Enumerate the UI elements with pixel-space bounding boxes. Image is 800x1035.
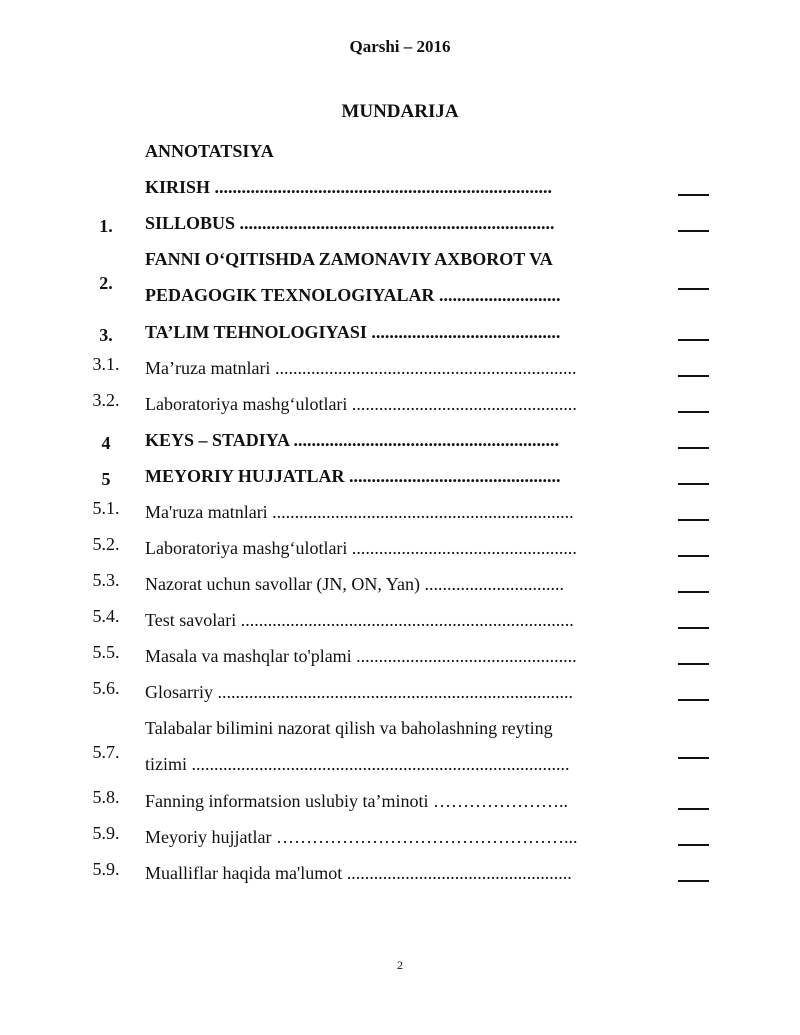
page-number-blank [678,411,709,413]
toc-entry-label: ANNOTATSIYA [145,141,274,161]
page-number-blank [678,808,709,810]
page-number-blank [678,844,709,846]
toc-title: MUNDARIJA [341,101,459,122]
toc-entry-label: Ma'ruza matnlari ................................................................... [145,502,574,522]
toc-entry-number: 5.3. [92,570,120,590]
toc-entry [0,204,800,240]
toc-entry-number: 5.7. [92,742,120,762]
toc-entry-number: 3.2. [92,390,120,410]
toc-entry [0,637,800,673]
page-number-blank [678,230,709,232]
toc-entry-label: TA’LIM TEHNOLOGIYASI .......................................... [145,322,561,342]
page-number: 2 [397,958,403,972]
page-number-blank [678,375,709,377]
toc-entry [0,601,800,637]
toc-entry [0,168,800,204]
page-number-blank [678,663,709,665]
toc-entry-label: Test savolari .......................................................................... [145,610,574,630]
toc-entry-label: Ma’ruza matnlari ................................................................... [145,358,577,378]
toc-entry [0,385,800,421]
toc-entry [0,673,800,709]
page-number-blank [678,627,709,629]
toc-entry-label [145,710,650,782]
page-number-blank [678,483,709,485]
toc-entry-number: 5.8. [92,787,120,807]
toc-entry-label-line2: tizimi .................................................................................... [145,754,570,774]
toc-entry-label: Laboratoriya mashg‘ulotlari .................................................. [145,394,577,414]
toc-entry-number: 5.1. [92,498,120,518]
toc-entry [0,313,800,349]
page-number-blank [678,880,709,882]
toc-entry-number: 5.5. [92,642,120,662]
toc-entry-label: MEYORIY HUJJATLAR ............................................... [145,466,561,486]
toc-entry-number: 5.6. [92,678,120,698]
toc-entry [0,457,800,493]
toc-entry-number: 4 [101,433,111,453]
table-of-contents [0,132,800,890]
toc-entry-number: 5.9. [92,823,120,843]
toc-entry [0,349,800,385]
toc-entry [0,529,800,565]
toc-entry-label-line2: PEDAGOGIK TEXNOLOGIYALAR ........................... [145,285,561,305]
toc-entry-number: 5 [101,469,111,489]
toc-entry [0,421,800,457]
page-number-blank [678,194,709,196]
toc-entry-label [145,241,650,313]
toc-entry-label: Nazorat uchun savollar (JN, ON, Yan) ............................... [145,574,564,594]
page-number-blank [678,555,709,557]
page-number-blank [678,288,709,290]
toc-entry-label: Laboratoriya mashg‘ulotlari .................................................. [145,538,577,558]
toc-entry [0,132,800,168]
toc-entry-label-line1: Talabalar bilimini nazorat qilish va baholashning reyting [145,718,553,738]
toc-entry-label: Masala va mashqlar to'plami ................................................. [145,646,577,666]
page-number-blank [678,757,709,759]
toc-entry-number: 3.1. [92,354,120,374]
page-number-blank [678,591,709,593]
toc-entry [0,565,800,601]
toc-entry-number: 3. [99,325,113,345]
toc-entry-label: KIRISH ........................................................................... [145,177,553,197]
toc-entry [0,709,800,782]
toc-entry [0,818,800,854]
toc-entry [0,240,800,313]
toc-entry [0,782,800,818]
page-number-blank [678,519,709,521]
document-header: Qarshi – 2016 [349,37,451,56]
toc-entry-number: 5.9. [92,859,120,879]
toc-entry-label: Glosarriy ............................................................................... [145,682,573,702]
toc-entry-label: Meyoriy hujjatlar …………………………………………... [145,827,578,847]
toc-entry [0,493,800,529]
toc-entry-label-line1: FANNI O‘QITISHDA ZAMONAVIY AXBOROT VA [145,249,553,269]
toc-entry-number: 2. [99,273,113,293]
toc-entry-number: 1. [99,216,113,236]
toc-entry-label: KEYS – STADIYA ........................................................... [145,430,560,450]
toc-entry-label: Fanning informatsion uslubiy ta’minoti ………………….. [145,791,568,811]
toc-entry-label: Mualliflar haqida ma'lumot .................................................. [145,863,572,883]
page-number-blank [678,699,709,701]
page-number-blank [678,447,709,449]
toc-entry-number: 5.2. [92,534,120,554]
page-number-blank [678,339,709,341]
toc-entry-number: 5.4. [92,606,120,626]
toc-entry [0,854,800,890]
toc-entry-label: SILLOBUS ...................................................................... [145,213,555,233]
